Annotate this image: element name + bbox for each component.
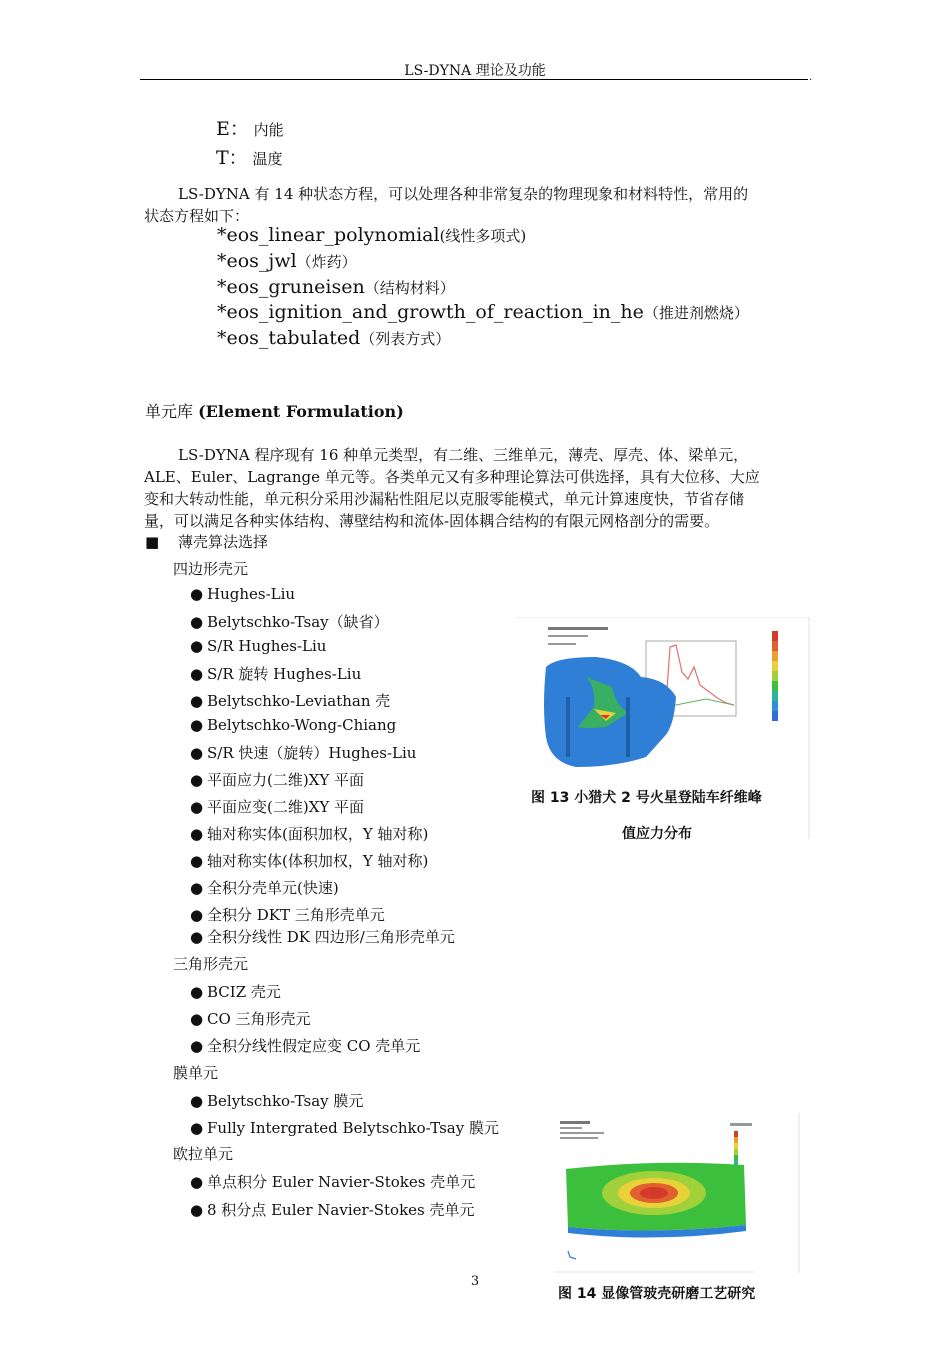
- bullet-icon: ●: [190, 716, 204, 734]
- list-item-text: 全积分 DKT 三角形壳单元: [207, 906, 385, 924]
- paragraph-line: 状态方程如下：: [144, 207, 250, 225]
- eos-item: [217, 327, 450, 349]
- shell-heading-text: 薄壳算法选择: [178, 533, 269, 551]
- eos-item: [217, 301, 749, 323]
- list-item-text: 全积分线性假定应变 CO 壳单元: [207, 1037, 421, 1055]
- figure-14-caption: 图 14 显像管玻壳研磨工艺研究: [558, 1286, 756, 1302]
- bullet-icon: ●: [190, 1201, 204, 1219]
- list-item: [190, 1090, 363, 1111]
- list-item-text: CO 三角形壳元: [207, 1010, 311, 1028]
- bullet-icon: ●: [190, 825, 204, 843]
- list-item: [190, 716, 396, 734]
- eos-name: *eos_ignition_and_growth_of_reaction_in_he: [217, 301, 644, 323]
- list-item: [190, 585, 295, 603]
- list-item-text: 平面应变(二维)XY 平面: [207, 798, 365, 816]
- eos-item: [217, 224, 526, 246]
- list-item: [190, 850, 428, 871]
- bullet-icon: ●: [190, 1010, 204, 1028]
- list-item-text: 平面应力(二维)XY 平面: [207, 771, 365, 789]
- shell-heading: [145, 531, 268, 552]
- list-item-text: Fully Intergrated Belytschko-Tsay 膜元: [207, 1119, 499, 1137]
- eos-note: （结构材料）: [364, 279, 455, 297]
- page-number: 3: [470, 1274, 480, 1289]
- bullet-icon: ●: [190, 665, 204, 683]
- eos-note: （炸药）: [296, 253, 357, 271]
- list-item: [190, 823, 428, 844]
- definition-symbol: E：: [216, 118, 249, 140]
- eos-note: (线性多项式): [439, 227, 527, 245]
- list-item-text: 全积分线性 DK 四边形/三角形壳单元: [207, 928, 455, 946]
- definition-meaning: 温度: [252, 150, 283, 168]
- list-item-text: S/R 快速（旋转）Hughes-Liu: [207, 744, 417, 762]
- list-item-text: Belytschko-Leviathan 壳: [207, 692, 391, 710]
- paragraph-line: 量，可以满足各种实体结构、薄壁结构和流体-固体耦合结构的有限元网格剖分的需要。: [144, 512, 720, 530]
- list-item-text: 轴对称实体(体积加权，Y 轴对称): [207, 852, 429, 870]
- list-item-text: Belytschko-Tsay（缺省）: [207, 613, 389, 631]
- bullet-icon: ●: [190, 1037, 204, 1055]
- section-title-cn: 单元库: [145, 402, 199, 421]
- list-item: [190, 611, 389, 632]
- list-item-text: S/R Hughes-Liu: [207, 637, 327, 655]
- paragraph-line: LS-DYNA 有 14 种状态方程，可以处理各种非常复杂的物理现象和材料特性，常用的: [178, 185, 749, 203]
- definition-t: [216, 143, 282, 170]
- eos-name: *eos_jwl: [217, 250, 297, 272]
- bullet-icon: ●: [190, 906, 204, 924]
- paragraph-line: LS-DYNA 程序现有 16 种单元类型，有二维、三维单元，薄壳、厚壳、体、梁单元，: [178, 446, 749, 464]
- bullet-icon: ●: [190, 928, 204, 946]
- paragraph-line: 变和大转动性能，单元积分采用沙漏粘性阻尼以克服零能模式，单元计算速度快，节省存储: [144, 490, 745, 508]
- list-item-text: 轴对称实体(面积加权，Y 轴对称): [207, 825, 429, 843]
- list-item: [190, 637, 326, 655]
- list-item: [190, 981, 281, 1002]
- group-title-euler: 欧拉单元: [173, 1145, 234, 1163]
- group-title-quad: 四边形壳元: [173, 560, 249, 578]
- list-item: [190, 663, 361, 684]
- element-paragraph: [144, 444, 810, 532]
- bullet-icon: ●: [190, 879, 204, 897]
- eos-item: [217, 276, 455, 298]
- list-item: [190, 796, 364, 817]
- list-item: [190, 769, 364, 790]
- bullet-icon: ●: [190, 637, 204, 655]
- section-title: [145, 399, 404, 422]
- bullet-icon: ●: [190, 744, 204, 762]
- list-item: [190, 1008, 311, 1029]
- list-item: [190, 1117, 499, 1138]
- header-rule: [140, 79, 808, 80]
- list-item: [190, 926, 455, 947]
- list-item: [190, 742, 416, 763]
- bullet-icon: ●: [190, 692, 204, 710]
- list-item: [190, 1199, 475, 1220]
- eos-note: （列表方式）: [360, 330, 451, 348]
- figure-13-caption-line1: 图 13 小猎犬 2 号火星登陆车纤维峰: [531, 790, 762, 806]
- section-title-en: (Element Formulation): [198, 402, 404, 421]
- bullet-icon: ●: [190, 771, 204, 789]
- list-item-text: Hughes-Liu: [207, 585, 296, 603]
- eos-name: *eos_gruneisen: [217, 276, 365, 298]
- definition-symbol: T：: [216, 147, 248, 169]
- figure-14: [554, 1113, 800, 1273]
- bullet-icon: ●: [190, 585, 204, 603]
- figure-13-caption-line2: 值应力分布: [622, 826, 692, 842]
- bullet-icon: ●: [190, 983, 204, 1001]
- list-item-text: S/R 旋转 Hughes-Liu: [207, 665, 362, 683]
- definition-meaning: 内能: [253, 121, 284, 139]
- header-dot: .: [809, 72, 813, 83]
- bullet-icon: ●: [190, 852, 204, 870]
- eos-note: （推进剂燃烧）: [643, 304, 749, 322]
- list-item: [190, 1035, 420, 1056]
- list-item-text: Belytschko-Tsay 膜元: [207, 1092, 364, 1110]
- bullet-icon: ●: [190, 1092, 204, 1110]
- list-item-text: BCIZ 壳元: [207, 983, 281, 1001]
- definition-e: [216, 114, 284, 141]
- list-item-text: 单点积分 Euler Navier-Stokes 壳单元: [207, 1173, 476, 1191]
- group-title-tri: 三角形壳元: [173, 955, 249, 973]
- list-item-text: 8 积分点 Euler Navier-Stokes 壳单元: [207, 1201, 475, 1219]
- page-header: LS-DYNA 理论及功能: [404, 63, 546, 79]
- intro-paragraph: [144, 183, 810, 227]
- list-item-text: 全积分壳单元(快速): [207, 879, 339, 897]
- square-bullet-icon: ■: [145, 533, 160, 551]
- list-item: [190, 690, 390, 711]
- bullet-icon: ●: [190, 613, 204, 631]
- list-item: [190, 1171, 475, 1192]
- bullet-icon: ●: [190, 798, 204, 816]
- bullet-icon: ●: [190, 1173, 204, 1191]
- bullet-icon: ●: [190, 1119, 204, 1137]
- eos-name: *eos_linear_polynomial: [217, 224, 440, 246]
- list-item-text: Belytschko-Wong-Chiang: [207, 716, 397, 734]
- figure-14-image: [554, 1113, 800, 1273]
- list-item: [190, 904, 385, 925]
- group-title-membrane: 膜单元: [173, 1064, 219, 1082]
- eos-name: *eos_tabulated: [217, 327, 361, 349]
- eos-item: [217, 250, 357, 272]
- list-item: [190, 877, 339, 898]
- paragraph-line: ALE、Euler、Lagrange 单元等。各类单元又有多种理论算法可供选择，具有大位移、大应: [144, 468, 760, 486]
